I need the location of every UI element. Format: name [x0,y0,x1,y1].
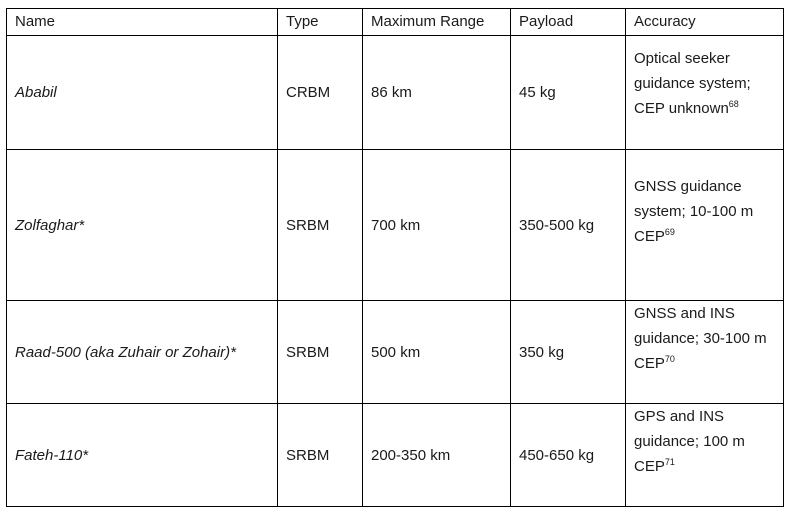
cell-type: CRBM [278,36,363,150]
cell-accuracy [626,36,784,150]
cell-type: SRBM [278,150,363,301]
footnote-ref: 71 [664,457,675,467]
missile-table [6,8,784,507]
footnote-ref: 69 [664,227,675,237]
header-name: Name [7,9,278,36]
footnote-ref: 68 [728,99,739,109]
cell-accuracy [626,150,784,301]
table-row [7,404,784,507]
header-range: Maximum Range [363,9,511,36]
header-payload: Payload [511,9,626,36]
cell-accuracy [626,301,784,404]
accuracy-text: Optical seeker guidance system; CEP unknown [634,50,751,117]
cell-payload: 350-500 kg [511,150,626,301]
cell-type: SRBM [278,301,363,404]
table-row [7,36,784,150]
cell-type: SRBM [278,404,363,507]
cell-range: 500 km [363,301,511,404]
cell-payload: 450-650 kg [511,404,626,507]
header-type: Type [278,9,363,36]
cell-range: 700 km [363,150,511,301]
cell-range: 200-350 km [363,404,511,507]
accuracy-text: GPS and INS guidance; 100 m CEP [634,408,745,475]
cell-name: Zolfaghar* [7,150,278,301]
cell-accuracy [626,404,784,507]
cell-name: Raad-500 (aka Zuhair or Zohair)* [7,301,278,404]
accuracy-text: GNSS and INS guidance; 30-100 m CEP [634,305,767,372]
table-row [7,150,784,301]
table-row [7,301,784,404]
missile-table-container [6,8,784,507]
cell-payload: 45 kg [511,36,626,150]
cell-name: Ababil [7,36,278,150]
header-row [7,9,784,36]
cell-name: Fateh-110* [7,404,278,507]
accuracy-text: GNSS guidance system; 10-100 m CEP [634,178,754,245]
footnote-ref: 70 [664,354,675,364]
header-accuracy: Accuracy [626,9,784,36]
cell-range: 86 km [363,36,511,150]
cell-payload: 350 kg [511,301,626,404]
